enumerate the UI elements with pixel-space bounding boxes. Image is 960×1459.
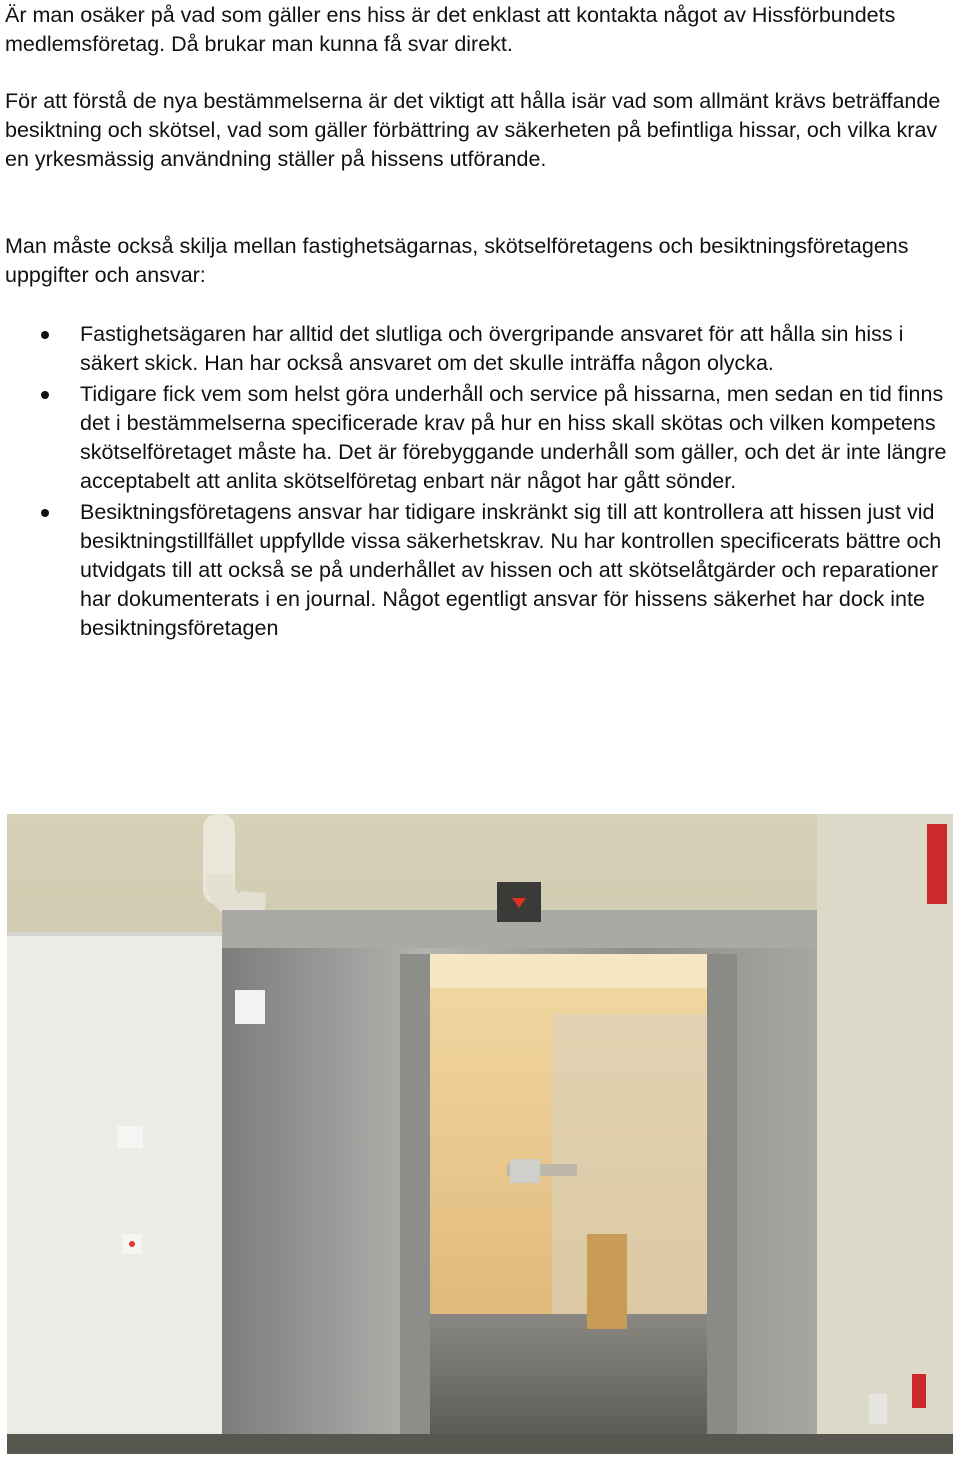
responsibilities-paragraph: Man måste också skilja mellan fastighetsägarnas, skötselföretagens och besiktningsföretagens uppgifter och ansvar: <box>5 234 909 287</box>
call-button <box>117 1126 143 1148</box>
left-wall-panel <box>7 932 222 1454</box>
list-item <box>0 380 955 496</box>
elevator-photo <box>7 814 953 1454</box>
responsibility-list <box>0 320 955 645</box>
list-item <box>0 320 955 378</box>
exit-sign <box>927 824 947 904</box>
list-item-text: Besiktningsföretagens ansvar har tidigare inskränkt sig till att kontrollera att hissen just vid besiktningstillfället uppfyllde vissa säkerhetskrav. Nu har kontrollen specificerats bättre och utvidgats till att också se på underhållet av hissen och att skötselåtgärder och reparationer har dokumenterats i en journal. Något egentligt ansvar för hissens säkerhet har dock inte besiktningsföretagen <box>80 500 942 640</box>
bullet-icon <box>41 509 49 517</box>
list-item <box>0 498 955 643</box>
list-item-text: Tidigare fick vem som helst göra underhåll och service på hissarna, men sedan en tid finns det i bestämmelserna specificerade krav på hur en hiss skall skötas och vilken kompetens skötselföretaget måste ha. Det är förebyggande underhåll som gäller, och det är inte längre acceptabelt att anlita skötselföretag enbart när något har gått sönder. <box>80 382 947 493</box>
regulations-paragraph: För att förstå de nya bestämmelserna är det viktigt att hålla isär vad som allmänt krävs beträffande besiktning och skötsel, vad som gäller förbättring av säkerheten på befintliga hissar, och vilka krav en yrkesmässig användning ställer på hissens utförande. <box>5 89 941 171</box>
intro-paragraph: Är man osäker på vad som gäller ens hiss är det enklast att kontakta något av Hissförbundets medlemsföretag. Då brukar man kunna få svar direkt. <box>5 3 896 56</box>
bullet-icon <box>41 391 49 399</box>
bullet-icon <box>41 331 49 339</box>
list-item-text: Fastighetsägaren har alltid det slutliga och övergripande ansvaret för att hålla sin hiss i säkert skick. Han har också ansvaret om det skulle inträffa någon olycka. <box>80 322 904 375</box>
